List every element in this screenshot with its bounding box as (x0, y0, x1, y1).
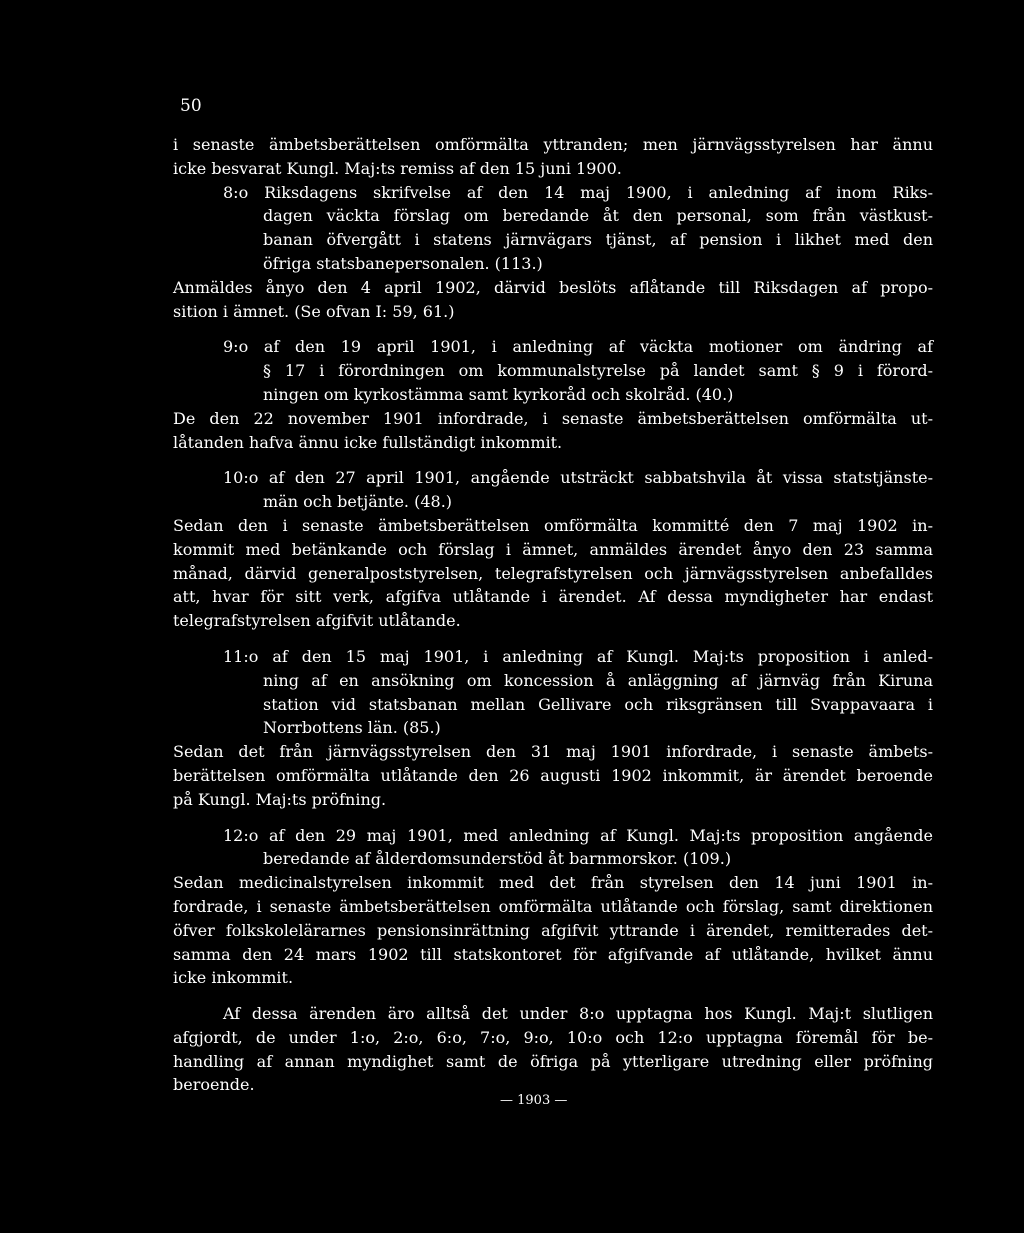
text-line: ning af en ansökning om koncession å anläggning af järnväg från Kiruna (263, 670, 933, 690)
text-line: beredande af ålderdomsunderstöd åt barnmorskor. (109.) (263, 849, 732, 869)
text-line: sition i ämnet. (Se ofvan I: 59, 61.) (173, 301, 455, 321)
text-line: Af dessa ärenden äro alltså det under 8:o upptagna hos Kungl. Maj:t slutligen (223, 1004, 933, 1024)
text-line: ningen om kyrkostämma samt kyrkoråd och skolråd. (40.) (263, 384, 734, 404)
text-line: station vid statsbanan mellan Gellivare och riksgränsen till Svappavaara i (263, 694, 933, 714)
text-line: Sedan medicinalstyrelsen inkommit med det från styrelsen den 14 juni 1901 in- (173, 873, 933, 893)
text-line: i senaste ämbetsberättelsen omförmälta yttranden; men järnvägsstyrelsen har ännu (173, 135, 933, 154)
text-line: § 17 i förordningen om kommunalstyrelse på landet samt § 9 i förord- (263, 361, 933, 381)
document-body (173, 133, 933, 1097)
text-line: 9:o af den 19 april 1901, i anledning af väckta motioner om ändring af (223, 337, 933, 357)
text-line: Norrbottens län. (85.) (263, 718, 441, 738)
text-line: Sedan det från järnvägsstyrelsen den 31 maj 1901 infordrade, i senaste ämbets- (173, 742, 933, 762)
text-line: berättelsen omförmälta utlåtande den 26 augusti 1902 inkommit, är ärendet beroende (173, 765, 933, 785)
text-line: icke inkommit. (173, 968, 294, 988)
text-line: Anmäldes ånyo den 4 april 1902, därvid beslöts aflåtande till Riksdagen af propo- (173, 277, 933, 297)
text-line: banan öfvergått i statens järnvägars tjänst, af pension i likhet med den (263, 230, 933, 250)
text-line: att, hvar för sitt verk, afgifva utlåtande i ärendet. Af dessa myndigheter har endast (173, 587, 933, 607)
page-footer: — 1903 — (500, 1093, 568, 1108)
text-line: Sedan den i senaste ämbetsberättelsen omförmälta kommitté den 7 maj 1902 in- (173, 515, 933, 535)
text-line: icke besvarat Kungl. Maj:ts remiss af den 15 juni 1900. (173, 158, 622, 178)
text-line: 8:o Riksdagens skrifvelse af den 14 maj 1900, i anledning af inom Riks- (223, 182, 933, 202)
text-line: telegrafstyrelsen afgifvit utlåtande. (173, 611, 461, 631)
text-line: låtanden hafva ännu icke fullständigt inkommit. (173, 432, 563, 452)
text-line: De den 22 november 1901 infordrade, i senaste ämbetsberättelsen omförmälta ut- (173, 408, 933, 428)
text-line: samma den 24 mars 1902 till statskontoret för afgifvande af utlåtande, hvilket ännu (173, 944, 933, 964)
text-line: fordrade, i senaste ämbetsberättelsen omförmälta utlåtande och förslag, samt direktionen (173, 896, 933, 916)
text-line: kommit med betänkande och förslag i ämnet, anmäldes ärendet ånyo den 23 samma (173, 539, 933, 559)
text-line: på Kungl. Maj:ts pröfning. (173, 789, 387, 809)
text-line: män och betjänte. (48.) (263, 492, 453, 512)
text-line: handling af annan myndighet samt de öfriga på ytterligare utredning eller pröfning (173, 1051, 933, 1071)
text-line: beroende. (173, 1075, 255, 1095)
text-line: 12:o af den 29 maj 1901, med anledning af Kungl. Maj:ts proposition angående (223, 825, 933, 845)
text-line: afgjordt, de under 1:o, 2:o, 6:o, 7:o, 9:o, 10:o och 12:o upptagna föremål för be- (173, 1027, 933, 1047)
text-line: öfriga statsbanepersonalen. (113.) (263, 253, 543, 273)
text-line: öfver folkskolelärarnes pensionsinrättning afgifvit yttrande i ärendet, remitterades det- (173, 920, 933, 940)
text-line: dagen väckta förslag om beredande åt den personal, som från västkust- (263, 206, 933, 226)
text-line: 10:o af den 27 april 1901, angående utsträckt sabbatshvila åt vissa statstjänste- (223, 468, 933, 488)
page-number: 50 (180, 96, 202, 116)
text-line: 11:o af den 15 maj 1901, i anledning af Kungl. Maj:ts proposition i anled- (223, 646, 933, 666)
text-line: månad, därvid generalpoststyrelsen, telegrafstyrelsen och järnvägsstyrelsen anbefalldes (173, 563, 933, 583)
